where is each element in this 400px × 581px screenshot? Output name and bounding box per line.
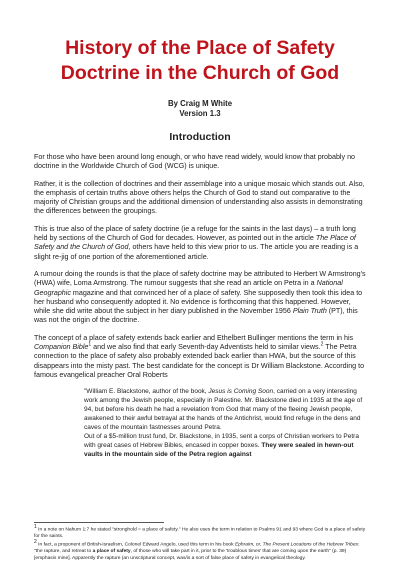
footnote-ref-1[interactable]: 1 xyxy=(88,341,92,348)
author-line: By Craig M White xyxy=(167,99,233,108)
paragraph-1: For those who have been around long enough, or who have read widely, would know that probably no doctrine in the Worldwide Church of God (WCG) is unique. xyxy=(34,153,356,171)
bible-title: Companion Bible xyxy=(34,343,89,352)
footnote-1: $^1$ In a note on Nahum 1:7 he stated "stronghold = a place of safety." He also uses the term in relation to Psalms 91 and 93 where God is a place of safety for the saints. xyxy=(34,524,366,540)
page-title: History of the Place of Safety Doctrine in the Church of God xyxy=(60,37,340,84)
article-title: The Place of Safety and the Church of God xyxy=(34,234,356,252)
paragraph-2: Rather, it is the collection of doctrines and their assemblage into a unique mosaic which stands out. Also, the emphasis of certain truths above others helps the Church of God to stand out comparative to the majority of Christian groups and the additional dimension of understanding also assists in demonstrating the differences between the groupings. xyxy=(34,179,365,216)
block-quote xyxy=(84,388,369,459)
quote-emphasis: They were sealed in hewn-out vaults in the mountain side of the Petra region against xyxy=(84,441,354,458)
book-title: Jesus is Coming Soon xyxy=(208,388,274,396)
version-line: Version 1.3 xyxy=(179,109,221,118)
section-heading: Introduction xyxy=(169,131,231,143)
footnotes xyxy=(34,522,366,563)
footnote-2: $^2$ In fact, a proponent of British-Israelism, Colonel Edward Angelo, used this term in his book Ephraim, or, The Present Locations of the Hebrew Tribes: "the rapture, and retreat to a place of safety, of those who will take part in it, prior to the 'troublous times' that are coming upon the earth" (p. 39) [emphasis mine]. Apparently the rapture (an unscriptural concept, was/is a sort of false place of safety in evangelical theology. xyxy=(34,538,360,561)
plain-truth-title: Plain Truth xyxy=(292,307,327,316)
footnote-ref-2[interactable]: 2 xyxy=(320,341,324,348)
footnote-divider xyxy=(34,522,164,523)
paragraph-5: The concept of a place of safety extends back earlier and Ethelbert Bullinger mentions the term in his Companion Bible$^1$ and we also find that early Seventh-day Adventists held to similar views.$^2$ The Petra connection to the place of safety also probably extended back earlier than HWA, but the source of this disappears into the misty past. The best candidate for the concept is Dr William Blackstone. According to famous evangelical preacher Oral Roberts xyxy=(34,333,365,379)
magazine-title: National Geographic xyxy=(34,279,343,297)
paragraph-4: A rumour doing the rounds is that the place of safety doctrine may be attributed to Herbert W Armstrong's (HWA) wife, Loma Armstrong. The rumour suggests that she read an article on Petra in a National Geographic magazine and that convinced her of a place of safety. She supposedly then took this idea to her husband who consequently adopted it. No evidence is forthcoming that this happened. However, while she did write about the subject in her diary published in the November 1956 Plain Truth (PT), this was not the origin of the doctrine. xyxy=(34,269,366,325)
quote-paragraph-1: "William E. Blackstone, author of the book, Jesus is Coming Soon, carried on a very interesting work among the Jewish people, especially in Palestine. Mr. Blackstone died in 1935 at the age of 94, but before his death he had a revelation from God that many of the fleeing Jewish people, awakened to their awful betrayal at the hands of the Antichrist, would find refuge in the dens and caves of the mountain fastnesses around Petra. xyxy=(84,388,363,431)
paragraph-3: This is true also of the place of safety doctrine (ie a refuge for the saints in the last days) – a truth long held by sections of the Church of God for decades. However, as pointed out in the article The Place of Safety and the Church of God, others have held to this view prior to us. The article you are reading is a slight re-jig of one portion of the aforementioned article. xyxy=(34,224,359,261)
quote-paragraph-2: Out of a $5-million trust fund, Dr. Blackstone, in 1935, sent a corps of Christian workers to Petra with great cases of Hebrew Bibles, encased in copper boxes. They were sealed in hewn-out vaults in the mountain side of the Petra region against xyxy=(84,432,359,458)
